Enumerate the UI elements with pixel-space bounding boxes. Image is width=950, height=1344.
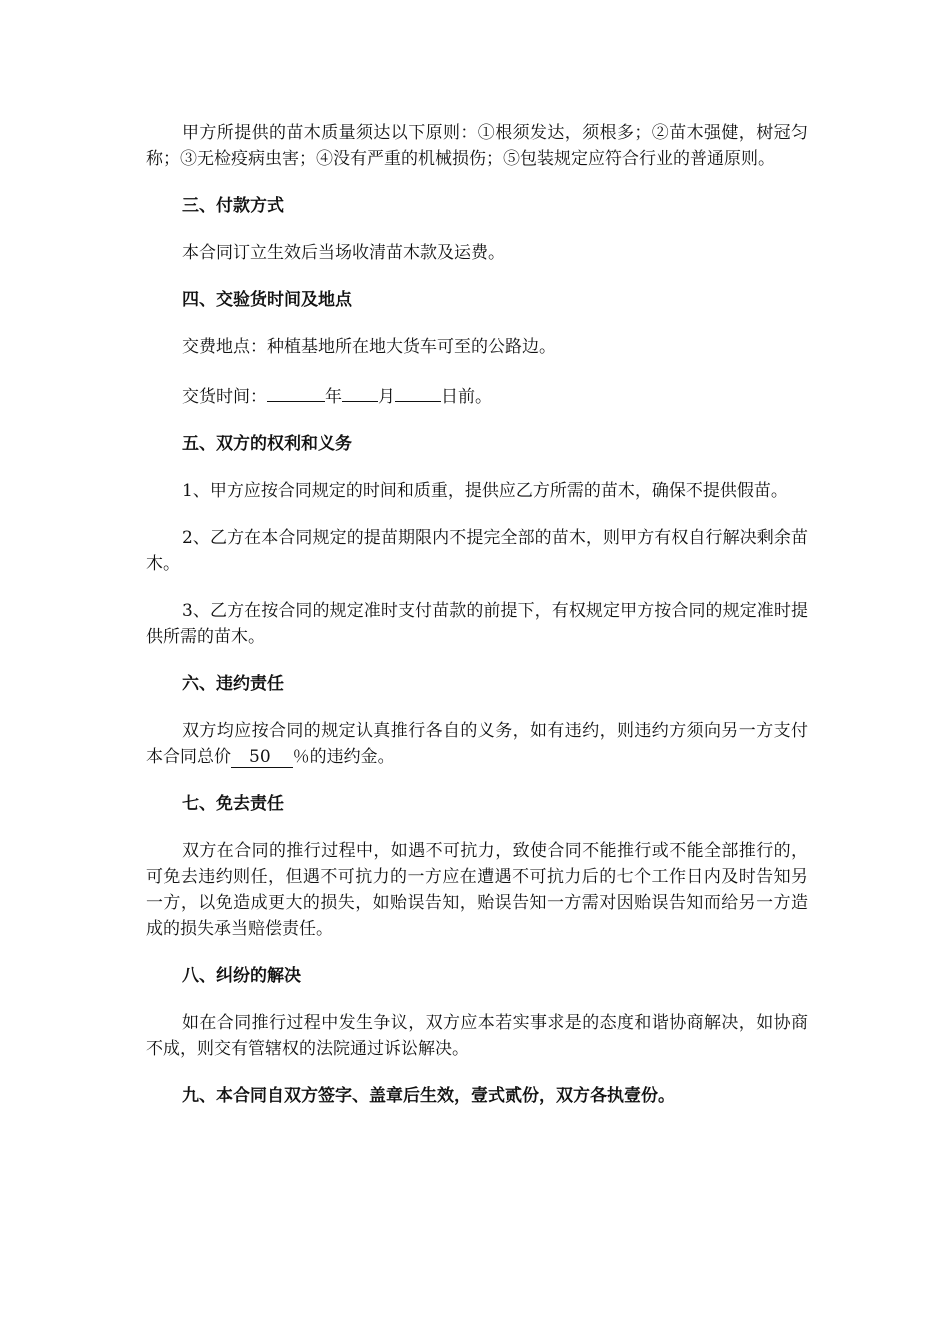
month-blank [342, 381, 378, 402]
section-heading-exemption: 七、免去责任 [182, 794, 284, 814]
delivery-place-paragraph: 交费地点：种植基地所在地大货车可至的公路边。 [182, 337, 556, 357]
rights-item-2: 2、乙方在本合同规定的提苗期限内不提完全部的苗木，则甲方有权自行解决剩余苗木。 [146, 528, 808, 574]
breach-text-end: ％的违约金。 [292, 747, 395, 767]
section-heading-payment: 三、付款方式 [182, 196, 284, 216]
rights-item-1: 1、甲方应按合同规定的时间和质重，提供应乙方所需的苗木，确保不提供假苗。 [182, 481, 788, 501]
day-label: 日前。 [441, 387, 492, 407]
day-blank [395, 381, 441, 402]
disputes-paragraph: 如在合同推行过程中发生争议，双方应本若实事求是的态度和谐协商解决，如协商不成，则交有管辖权的法院通过诉讼解决。 [146, 1013, 808, 1059]
section-heading-effect: 九、本合同自双方签字、盖章后生效，壹式贰份，双方各执壹份。 [182, 1086, 675, 1106]
section-heading-delivery: 四、交验货时间及地点 [182, 290, 352, 310]
month-label: 月 [378, 387, 395, 407]
year-blank [267, 381, 325, 402]
breach-paragraph [146, 718, 808, 770]
section-heading-disputes: 八、纠纷的解决 [182, 966, 301, 986]
section-heading-rights: 五、双方的权利和义务 [182, 434, 352, 454]
quality-paragraph: 甲方所提供的苗木质量须达以下原则：①根须发达，须根多；②苗木强健，树冠匀称；③无检疫病虫害；④没有严重的机械损伤；⑤包装规定应符合行业的普通原则。 [146, 123, 808, 169]
breach-text: 双方均应按合同的规定认真推行各自的义务，如有违约，则违约方须向另一方支付本合同总价 [146, 721, 808, 767]
rights-item-3: 3、乙方在按合同的规定准时支付苗款的前提下，有权规定甲方按合同的规定准时提供所需的苗木。 [146, 601, 808, 647]
contract-page [146, 120, 808, 1130]
payment-paragraph: 本合同订立生效后当场收清苗木款及运费。 [182, 243, 505, 263]
year-label: 年 [325, 387, 342, 407]
breach-percent-value: 50 [231, 747, 293, 768]
exemption-paragraph: 双方在合同的推行过程中，如遇不可抗力，致使合同不能推行或不能全部推行的，可免去违约则任，但遇不可抗力的一方应在遭遇不可抗力后的七个工作日内及时告知另一方，以免造成更大的损失，如贻误告知，贻误告知一方需对因贻误告知而给另一方造成的损失承当赔偿责任。 [146, 841, 808, 939]
section-heading-breach: 六、违约责任 [182, 674, 284, 694]
delivery-time-paragraph [146, 381, 808, 410]
delivery-time-label: 交货时间： [182, 387, 267, 407]
